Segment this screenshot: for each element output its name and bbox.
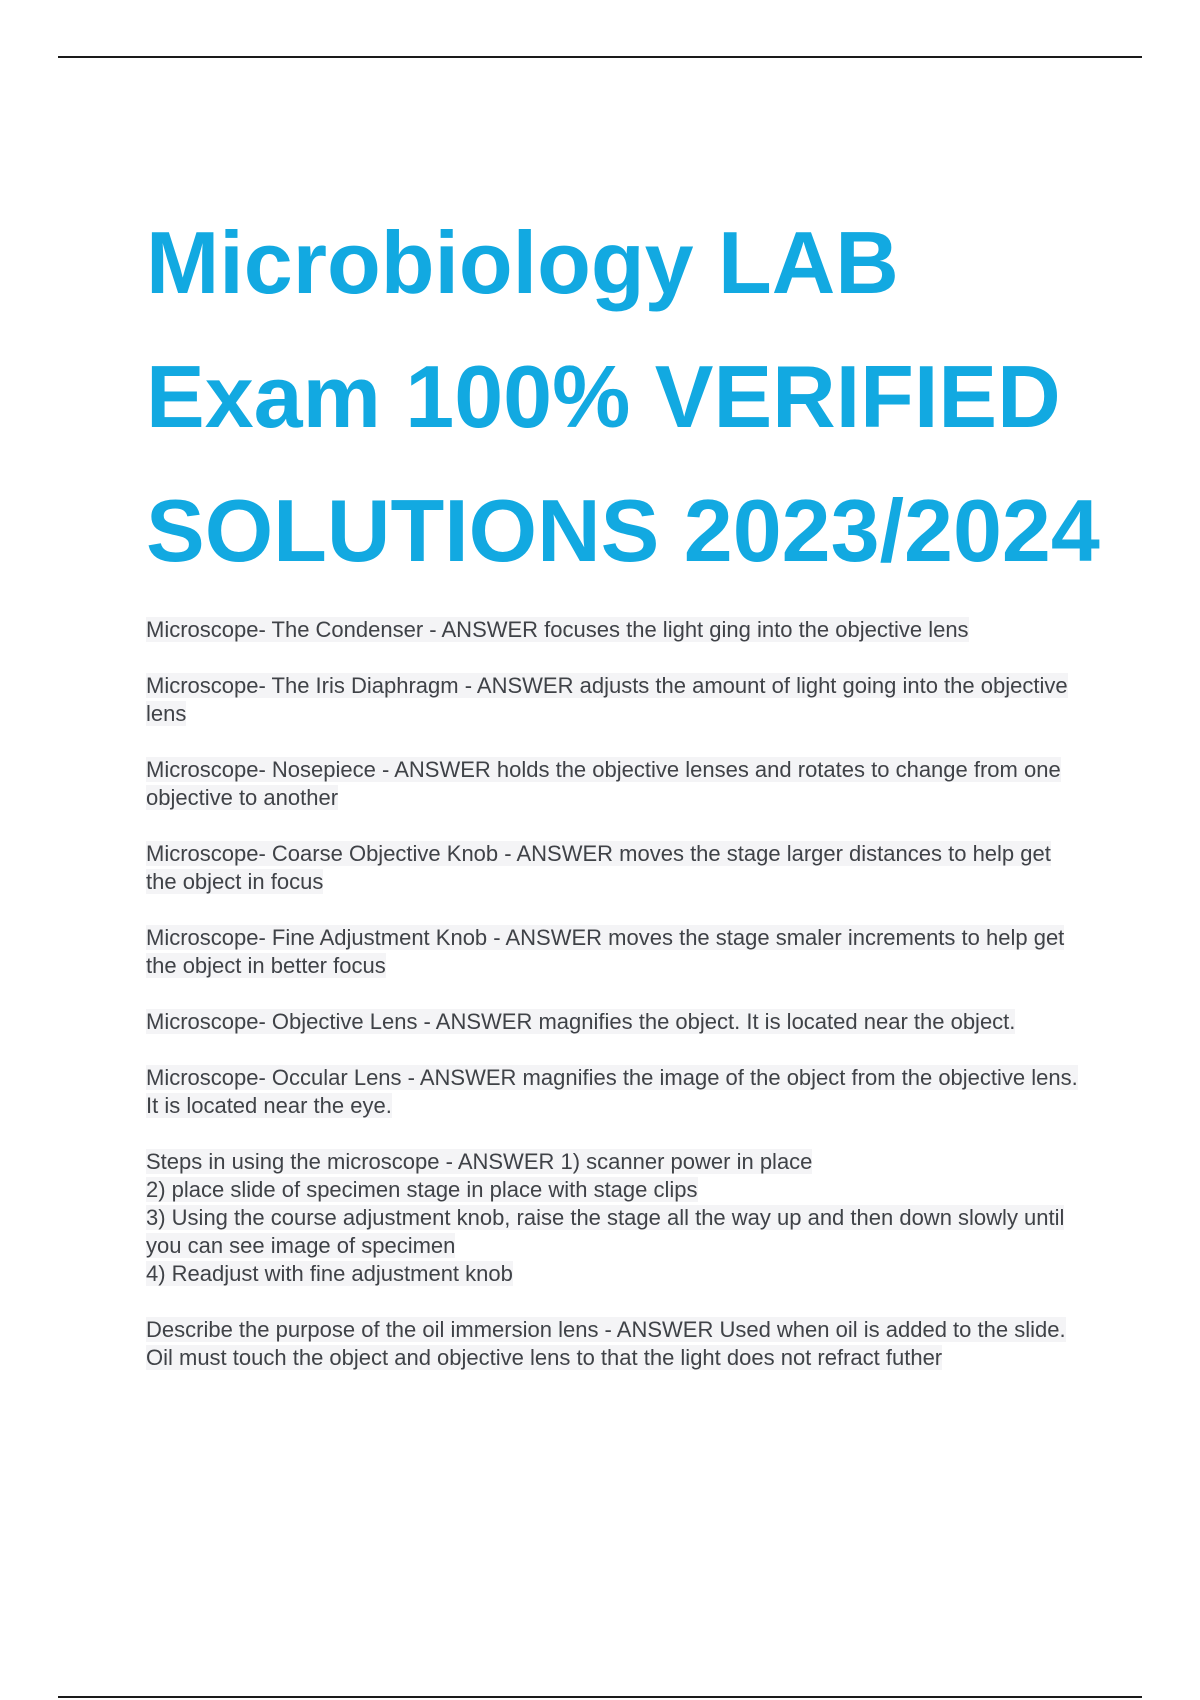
qa-item-objective-lens — [146, 1008, 1086, 1036]
qa-item-microscope-steps — [146, 1148, 1086, 1288]
qa-text: Microscope- Objective Lens - ANSWER magnifies the object. It is located near the object. — [146, 1009, 1016, 1034]
qa-item-iris-diaphragm — [146, 672, 1086, 728]
qa-text: Microscope- The Condenser - ANSWER focuses the light ging into the objective lens — [146, 617, 969, 642]
qa-item-ocular-lens — [146, 1064, 1086, 1120]
top-rule — [58, 56, 1142, 58]
qa-item-condenser — [146, 616, 1086, 644]
document-title — [146, 196, 1100, 598]
qa-text: Microscope- Occular Lens - ANSWER magnifies the image of the object from the objective lens. It is located near the eye. — [146, 1065, 1078, 1118]
qa-text: Microscope- Fine Adjustment Knob - ANSWER moves the stage smaler increments to help get the object in better focus — [146, 925, 1065, 978]
title-line-1: Microbiology LAB — [146, 213, 899, 312]
qa-item-coarse-knob — [146, 840, 1086, 896]
qa-list — [146, 616, 1086, 1400]
title-line-2: Exam 100% VERIFIED — [146, 347, 1061, 446]
qa-text: Microscope- Nosepiece - ANSWER holds the objective lenses and rotates to change from one objective to another — [146, 757, 1061, 810]
bottom-rule — [58, 1696, 1142, 1698]
qa-item-oil-immersion — [146, 1316, 1086, 1372]
qa-text: Steps in using the microscope - ANSWER 1) scanner power in place 2) place slide of specimen stage in place with stage clips 3) Using the course adjustment knob, raise the stage all the way up and then down slowly until you can see image of specimen 4) Readjust with fine adjustment knob — [146, 1149, 1065, 1286]
qa-item-fine-knob — [146, 924, 1086, 980]
qa-text: Microscope- Coarse Objective Knob - ANSWER moves the stage larger distances to help get the object in focus — [146, 841, 1051, 894]
qa-text: Describe the purpose of the oil immersion lens - ANSWER Used when oil is added to the slide. Oil must touch the object and objective lens to that the light does not refract futher — [146, 1317, 1066, 1370]
qa-item-nosepiece — [146, 756, 1086, 812]
qa-text: Microscope- The Iris Diaphragm - ANSWER adjusts the amount of light going into the objective lens — [146, 673, 1068, 726]
title-line-3: SOLUTIONS 2023/2024 — [146, 481, 1100, 580]
